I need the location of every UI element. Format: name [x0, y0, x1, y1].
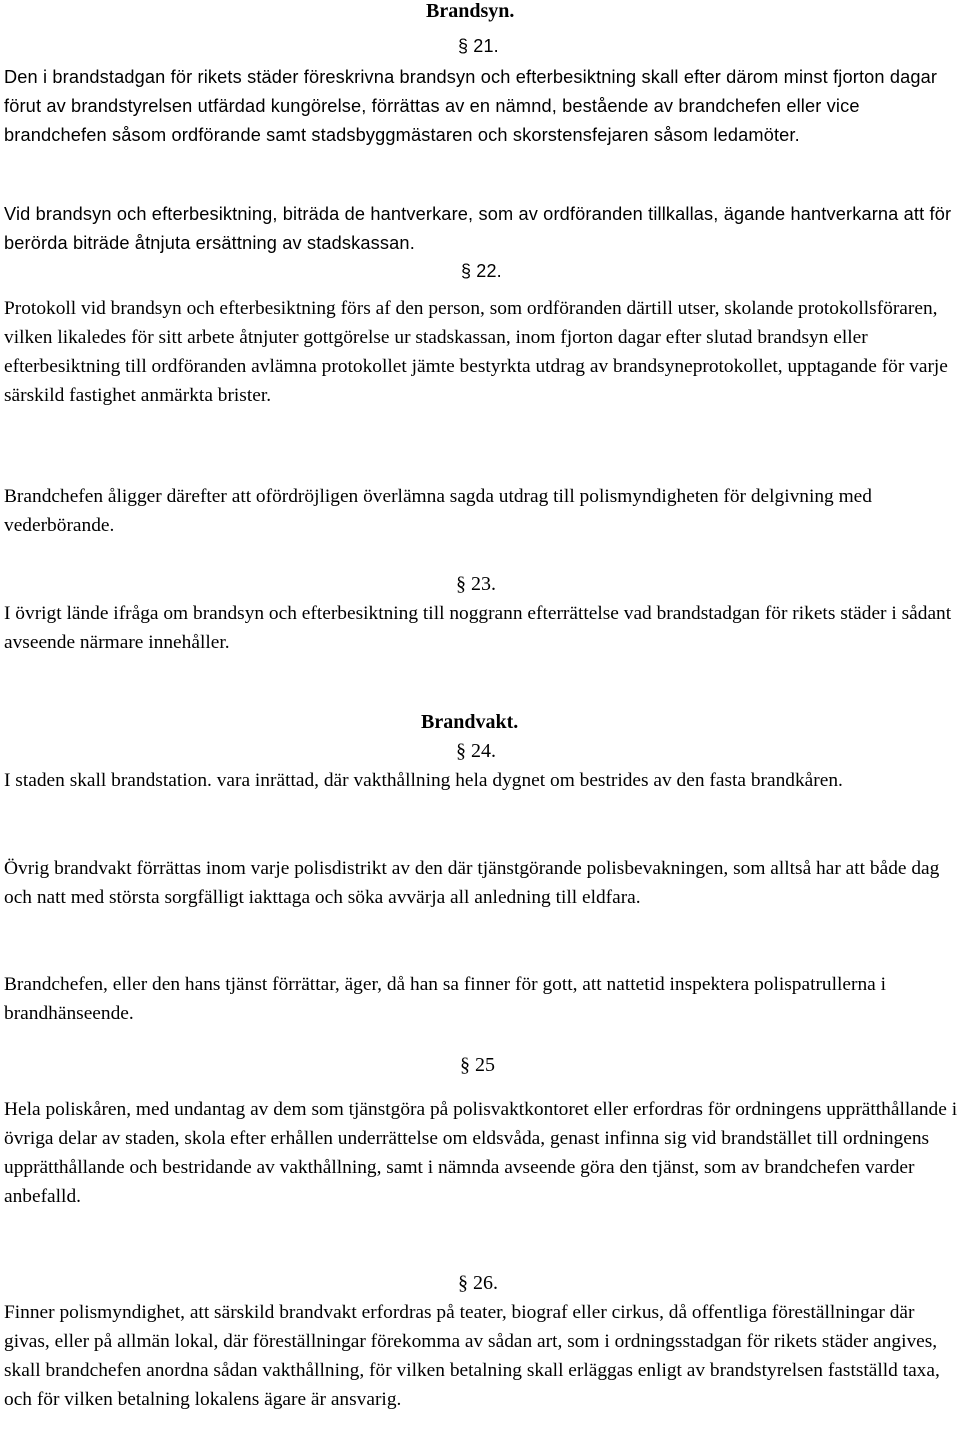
paragraph-mark-26: § 26.	[458, 1272, 498, 1294]
section-heading-brandvakt: Brandvakt.	[421, 711, 519, 733]
paragraph-21-text-b: Vid brandsyn och efterbesiktning, biträda de hantverkare, som av ordföranden tillkallas, ägande hantverkarna att för berörda biträde åtnjuta ersättning av stadskassan.	[4, 204, 952, 253]
paragraph-mark-21: § 21.	[458, 36, 499, 56]
paragraph-24-text-c: Brandchefen, eller den hans tjänst förrättar, äger, då han sa finner för gott, att nattetid inspektera polispatrullerna i brandhänseende.	[4, 974, 886, 1024]
paragraph-22-text-a: Protokoll vid brandsyn och efterbesiktning förs af den person, som ordföranden därtill utser, skolande protokollsföraren, vilken likaledes för sitt arbete åtnjuter gottgörelse ur stadskassan, inom fjorton dagar efter slutad brandsyn eller efterbesiktning till ordföranden avlämna protokollet jämte bestyrkta utdrag av brandsyneprotokollet, upptagande för varje särskild fastighet anmärkta brister.	[4, 298, 948, 406]
paragraph-mark-22: § 22.	[461, 261, 502, 281]
paragraph-26-text: Finner polismyndighet, att särskild brandvakt erfordras på teater, biograf eller cirkus, då offentliga föreställningar där givas, eller på allmän lokal, där föreställningar förekomma av sådan art, som i ordningsstadgan för rikets städer angives, skall brandchefen anordna sådan vakthållning, för vilken betalning skall erläggas enligt av brandstyrelsen fastställd taxa, och för vilken betalning lokalens ägare är ansvarig.	[4, 1302, 940, 1410]
paragraph-mark-23: § 23.	[456, 573, 496, 595]
paragraph-23-text: I övrigt lände ifråga om brandsyn och efterbesiktning till noggrann efterrättelse vad brandstadgan för rikets städer i sådant avseende närmare innehåller.	[4, 603, 952, 653]
paragraph-25-text: Hela poliskåren, med undantag av dem som tjänstgöra på polisvaktkontoret eller erfordras för ordningens upprätthållande i övriga delar av staden, skola efter erhållen underrättelse om eldsvåda, genast infinna sig vid brandstället till ordningens upprätthållande och bestridande av vakthållning, samt i nämnda avseende göra den tjänst, som av brandchefen varder anbefalld.	[4, 1099, 958, 1207]
paragraph-24-text-a: I staden skall brandstation. vara inrättad, där vakthållning hela dygnet om bestrides av den fasta brandkåren.	[4, 770, 843, 791]
section-heading-brandsyn: Brandsyn.	[426, 0, 515, 22]
paragraph-22-text-b: Brandchefen åligger därefter att ofördröjligen överlämna sagda utdrag till polismyndigheten för delgivning med vederbörande.	[4, 486, 872, 536]
paragraph-24-text-b: Övrig brandvakt förrättas inom varje polisdistrikt av den där tjänstgörande polisbevakningen, som alltså har att både dag och natt med största sorgfälligt iakttaga och söka avvärja all anledning till eldfara.	[4, 858, 940, 908]
paragraph-mark-25: § 25	[460, 1054, 495, 1076]
paragraph-mark-24: § 24.	[456, 740, 496, 762]
paragraph-21-text-a: Den i brandstadgan för rikets städer föreskrivna brandsyn och efterbesiktning skall efter därom minst fjorton dagar förut av brandstyrelsen utfärdad kungörelse, förrättas av en nämnd, bestående av brandchefen eller vice brandchefen såsom ordförande samt stadsbyggmästaren och skorstensfejaren såsom ledamöter.	[4, 67, 938, 145]
